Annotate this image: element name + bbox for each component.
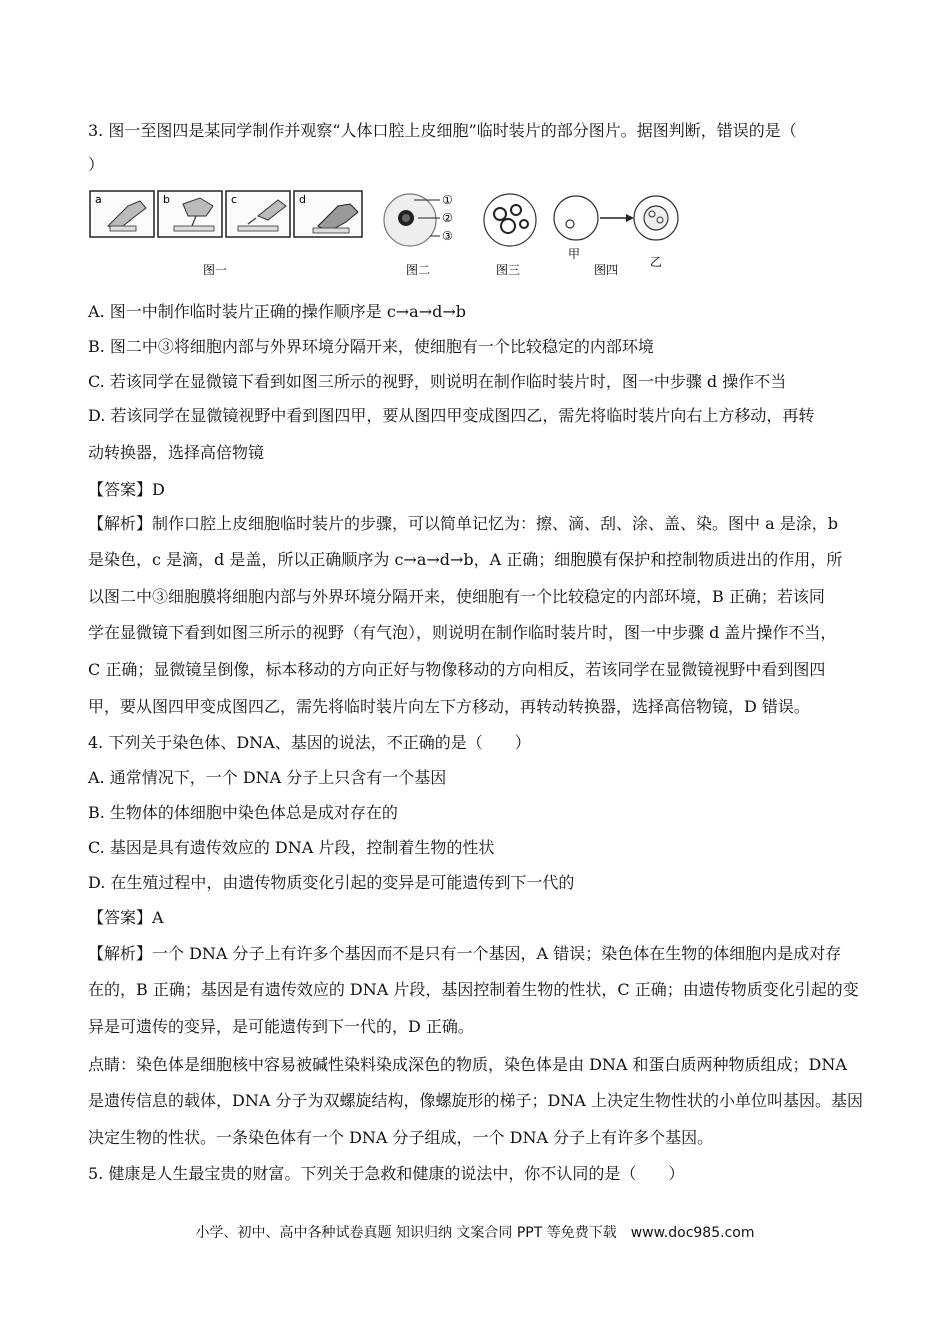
caption-figure1: 图一	[203, 263, 228, 277]
q3-option-a: A. 图一中制作临时装片正确的操作顺序是 c→a→d→b	[88, 302, 467, 321]
q4-tip-line: 决定生物的性状。一条染色体有一个 DNA 分子组成，一个 DNA 分子上有许多个基因。	[88, 1128, 714, 1147]
q4-analysis-line: 【解析】一个 DNA 分子上有许多个基因而不是只有一个基因，A 错误；染色体在生物的体细胞内是成对存	[88, 944, 842, 963]
marker-2: ②	[442, 211, 453, 225]
figure1-panel-d	[294, 191, 362, 237]
q3-analysis-line: 是染色，c 是滴，d 是盖，所以正确顺序为 c→a→d→b，A 正确；细胞膜有保护和控制物质进出的作用，所	[88, 550, 843, 569]
q3-option-d-line1: D. 若该同学在显微镜视野中看到图四甲，要从图四甲变成图四乙，需先将临时装片向右上方移动，再转	[88, 406, 815, 425]
q3-answer: 【答案】D	[88, 480, 165, 499]
q3-analysis-line: 以图二中③细胞膜将细胞内部与外界环境分隔开来，使细胞有一个比较稳定的内部环境，B 正确；若该同	[88, 587, 825, 606]
q3-analysis-line: 学在显微镜下看到如图三所示的视野（有气泡），则说明在制作临时装片时，图一中步骤 d 盖片操作不当，	[88, 623, 837, 642]
q4-option-d: D. 在生殖过程中，由遗传物质变化引起的变异是可能遗传到下一代的	[88, 873, 575, 892]
q3-analysis-line: 甲，要从图四甲变成图四乙，需先将临时装片向左下方移动，再转动转换器，选择高倍物镜，D 错误。	[88, 697, 810, 716]
label-jia: 甲	[568, 247, 581, 261]
figure2-cell	[384, 193, 453, 246]
panel-letter-d: d	[299, 193, 306, 206]
q5-stem: 5. 健康是人生最宝贵的财富。下列关于急救和健康的说法中，你不认同的是（ ）	[88, 1164, 685, 1183]
figure1-panel-a	[90, 191, 154, 237]
figure3-view	[484, 194, 536, 246]
marker-1: ①	[442, 193, 453, 207]
caption-figure3: 图三	[496, 263, 521, 277]
q3-option-d-line2: 动转换器，选择高倍物镜	[88, 443, 265, 462]
q3-figure-svg	[88, 186, 688, 286]
q4-option-b: B. 生物体的体细胞中染色体总是成对存在的	[88, 803, 398, 822]
q4-analysis-line: 在的，B 正确；基因是有遗传效应的 DNA 片段，基因控制着生物的性状，C 正确；由遗传物质变化引起的变	[88, 980, 859, 999]
q3-option-b: B. 图二中③将细胞内部与外界环境分隔开来，使细胞有一个比较稳定的内部环境	[88, 337, 654, 356]
q4-option-c: C. 基因是具有遗传效应的 DNA 片段，控制着生物的性状	[88, 838, 495, 857]
q3-analysis-line: 【解析】制作口腔上皮细胞临时装片的步骤，可以简单记忆为：擦、滴、刮、涂、盖、染。图中 a 是涂，b	[88, 514, 838, 533]
page-footer: 小学、初中、高中各种试卷真题 知识归纳 文案合同 PPT 等免费下载 www.doc985.com	[195, 1225, 755, 1241]
label-yi: 乙	[650, 255, 663, 269]
figure4	[554, 196, 678, 269]
q4-tip-line: 点睛：染色体是细胞核中容易被碱性染料染成深色的物质，染色体是由 DNA 和蛋白质两种物质组成；DNA	[88, 1055, 847, 1074]
panel-letter-b: b	[163, 193, 170, 206]
q3-stem-line1: 3. 图一至图四是某同学制作并观察“人体口腔上皮细胞”临时装片的部分图片。据图判断，错误的是（	[88, 121, 797, 140]
caption-figure2: 图二	[406, 263, 431, 277]
q4-answer: 【答案】A	[88, 908, 164, 927]
panel-letter-a: a	[95, 193, 102, 206]
q3-figure	[88, 186, 688, 286]
q3-analysis-line: C 正确；显微镜呈倒像，标本移动的方向正好与物像移动的方向相反，若该同学在显微镜视野中看到图四	[88, 660, 826, 679]
caption-figure4: 图四	[594, 263, 619, 277]
q4-tip-line: 是遗传信息的载体，DNA 分子为双螺旋结构，像螺旋形的梯子；DNA 上决定生物性状的小单位叫基因。基因	[88, 1091, 863, 1110]
q4-stem: 4. 下列关于染色体、DNA、基因的说法，不正确的是（ ）	[88, 733, 531, 752]
q3-option-c: C. 若该同学在显微镜下看到如图三所示的视野，则说明在制作临时装片时，图一中步骤 d 操作不当	[88, 372, 787, 391]
marker-3: ③	[442, 229, 453, 243]
q3-stem-line2: ）	[88, 155, 105, 174]
figure1-panel-b	[158, 191, 222, 237]
panel-letter-c: c	[231, 193, 238, 206]
figure1-panel-c	[226, 191, 290, 237]
q4-analysis-line: 异是可遗传的变异，是可能遗传到下一代的，D 正确。	[88, 1017, 474, 1036]
q4-option-a: A. 通常情况下，一个 DNA 分子上只含有一个基因	[88, 768, 447, 787]
